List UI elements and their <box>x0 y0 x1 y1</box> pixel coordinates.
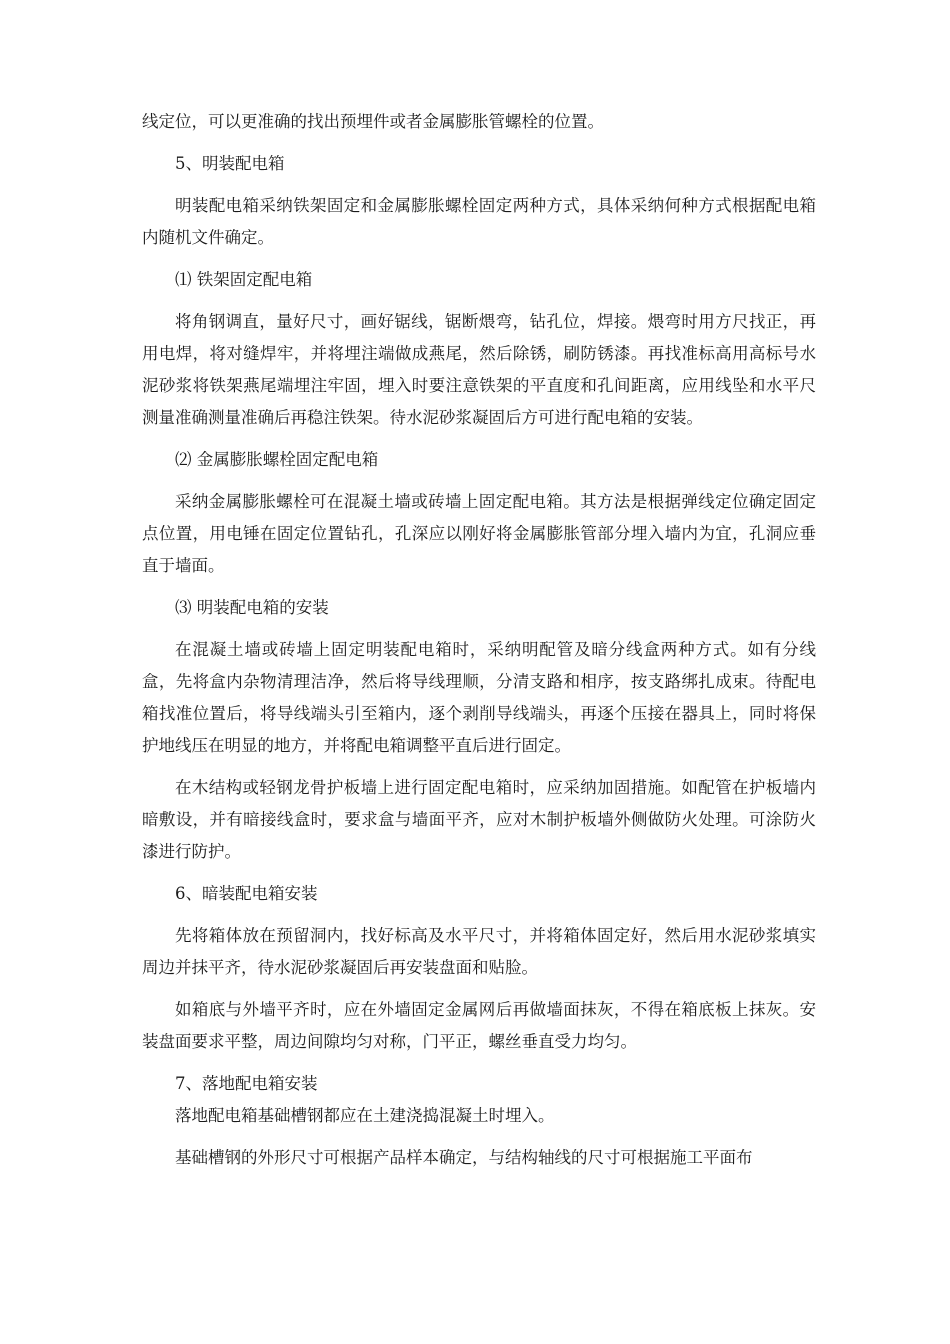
section-heading-7: 7、落地配电箱安装 <box>175 1074 318 1093</box>
paragraph-continuation: 线定位，可以更准确的找出预埋件或者金属膨胀管螺栓的位置。 <box>142 112 604 131</box>
document-body <box>142 106 816 1184</box>
paragraph-5-2: 采纳金属膨胀螺栓可在混凝土墙或砖墙上固定配电箱。其方法是根据弹线定位确定固定点位置，用电锤在固定位置钻孔，孔深应以刚好将金属膨胀管部分埋入墙内为宜，孔洞应垂直于墙面。 <box>142 492 816 575</box>
paragraph-5-1: 将角钢调直，量好尺寸，画好锯线，锯断煨弯，钻孔位，焊接。煨弯时用方尺找正，再用电焊，将对缝焊牢，并将埋注端做成燕尾，然后除锈，刷防锈漆。再找准标高用高标号水泥砂浆将铁架燕尾端埋注牢固，埋入时要注意铁架的平直度和孔间距离，应用线坠和水平尺测量准确测量准确后再稳注铁架。待水泥砂浆凝固后方可进行配电箱的安装。 <box>142 312 816 427</box>
paragraph-6-b: 如箱底与外墙平齐时，应在外墙固定金属网后再做墙面抹灰，不得在箱底板上抹灰。安装盘面要求平整，周边间隙均匀对称，门平正，螺丝垂直受力均匀。 <box>142 1000 816 1051</box>
paragraph-6-a: 先将箱体放在预留洞内，找好标高及水平尺寸，并将箱体固定好，然后用水泥砂浆填实周边并抹平齐，待水泥砂浆凝固后再安装盘面和贴脸。 <box>142 926 816 977</box>
paragraph-5-3-a: 在混凝土墙或砖墙上固定明装配电箱时，采纳明配管及暗分线盒两种方式。如有分线盒，先将盒内杂物清理洁净，然后将导线理顺，分清支路和相序，按支路绑扎成束。待配电箱找准位置后，将导线端头引至箱内，逐个剥削导线端头，再逐个压接在器具上，同时将保护地线压在明显的地方，并将配电箱调整平直后进行固定。 <box>142 640 816 755</box>
subheading-5-2: ⑵ 金属膨胀螺栓固定配电箱 <box>175 450 379 469</box>
subheading-5-3: ⑶ 明装配电箱的安装 <box>175 598 329 617</box>
subheading-5-1: ⑴ 铁架固定配电箱 <box>175 270 313 289</box>
paragraph-7-a: 落地配电箱基础槽钢都应在土建浇捣混凝土时埋入。 <box>175 1106 555 1125</box>
paragraph-7-b: 基础槽钢的外形尺寸可根据产品样本确定，与结构轴线的尺寸可根据施工平面布 <box>175 1148 753 1167</box>
paragraph-5-intro: 明装配电箱采纳铁架固定和金属膨胀螺栓固定两种方式，具体采纳何种方式根据配电箱内随机文件确定。 <box>142 196 816 247</box>
section-heading-6: 6、暗装配电箱安装 <box>175 884 318 903</box>
paragraph-5-3-b: 在木结构或轻钢龙骨护板墙上进行固定配电箱时，应采纳加固措施。如配管在护板墙内暗敷设，并有暗接线盒时，要求盒与墙面平齐，应对木制护板墙外侧做防火处理。可涂防火漆进行防护。 <box>142 778 816 861</box>
section-heading-5: 5、明装配电箱 <box>175 154 285 173</box>
